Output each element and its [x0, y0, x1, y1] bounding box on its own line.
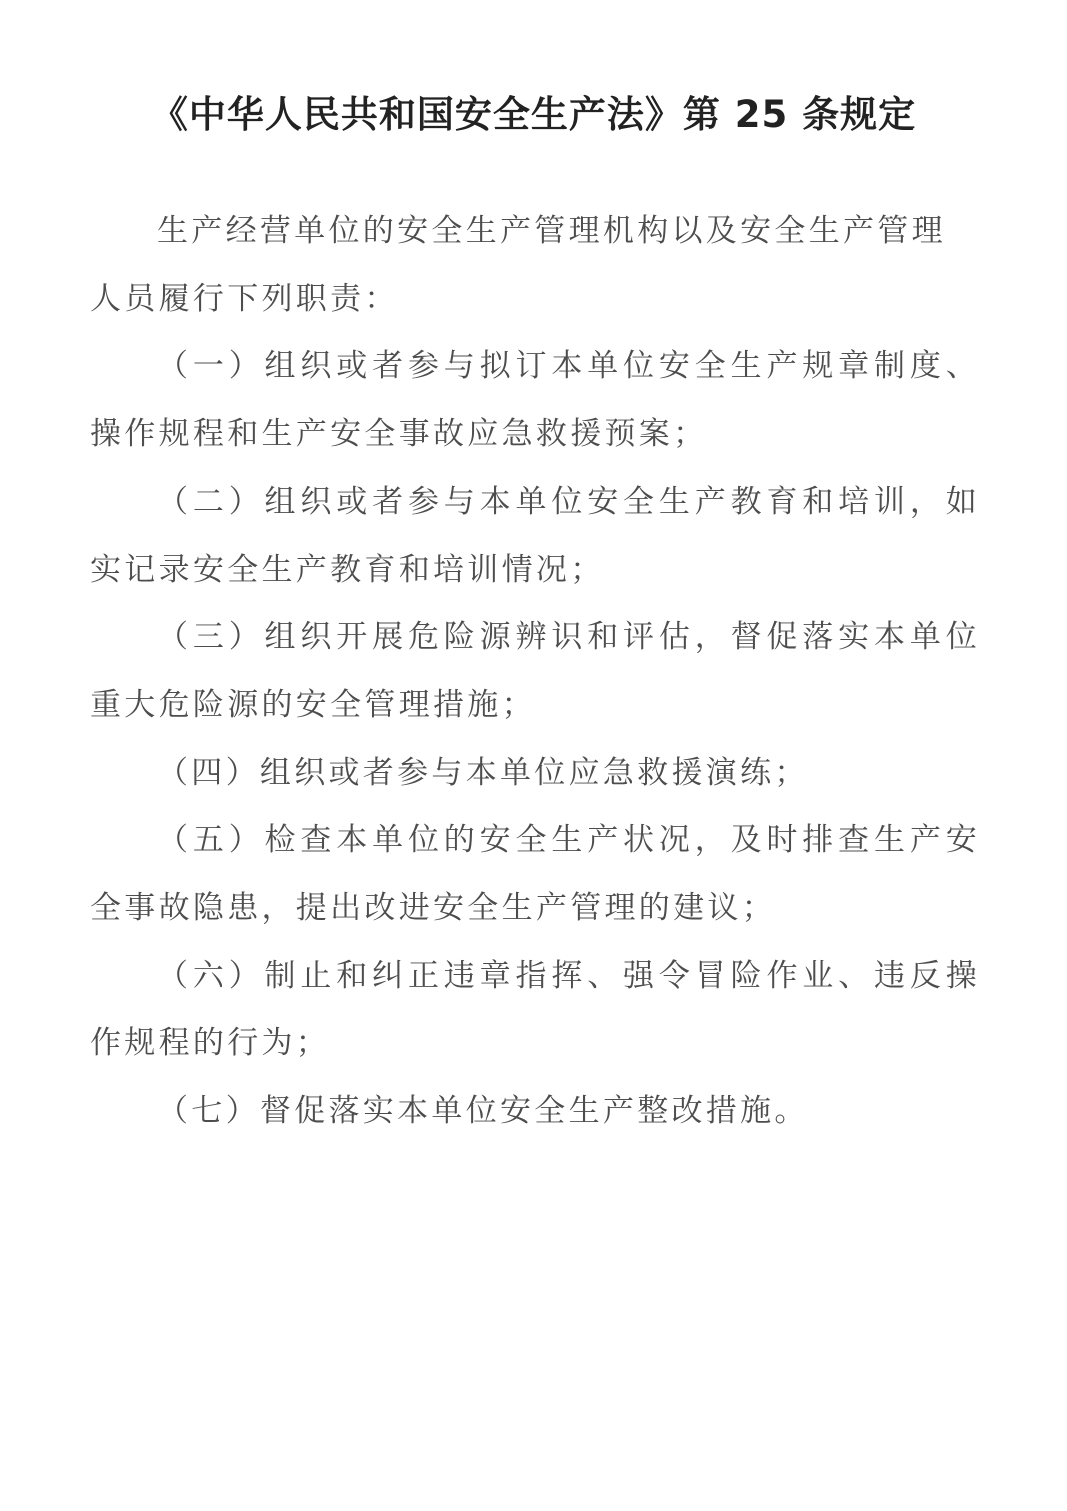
duty-item-6: （六）制止和纠正违章指挥、强令冒险作业、违反操作规程的行为；: [90, 957, 980, 1062]
duty-item-3: （三）组织开展危险源辨识和评估，督促落实本单位重大危险源的安全管理措施；: [90, 619, 980, 723]
duty-item-5: （五）检查本单位的安全生产状况，及时排查生产安全事故隐患，提出改进安全生产管理的建议；: [90, 822, 980, 927]
duty-item-2: （二）组织或者参与本单位安全生产教育和培训，如实记录安全生产教育和培训情况；: [90, 483, 980, 588]
duty-item-1: （一）组织或者参与拟订本单位安全生产规章制度、操作规程和生产安全事故应急救援预案；: [90, 348, 980, 453]
article-body: [90, 198, 980, 1146]
intro-paragraph: 生产经营单位的安全生产管理机构以及安全生产管理人员履行下列职责：: [90, 213, 946, 317]
duty-item-4: （四）组织或者参与本单位应急救援演练；: [157, 754, 809, 791]
page-title: 《中华人民共和国安全生产法》第 25 条规定: [150, 92, 917, 136]
duty-item-7: （七）督促落实本单位安全生产整改措施。: [157, 1093, 809, 1130]
